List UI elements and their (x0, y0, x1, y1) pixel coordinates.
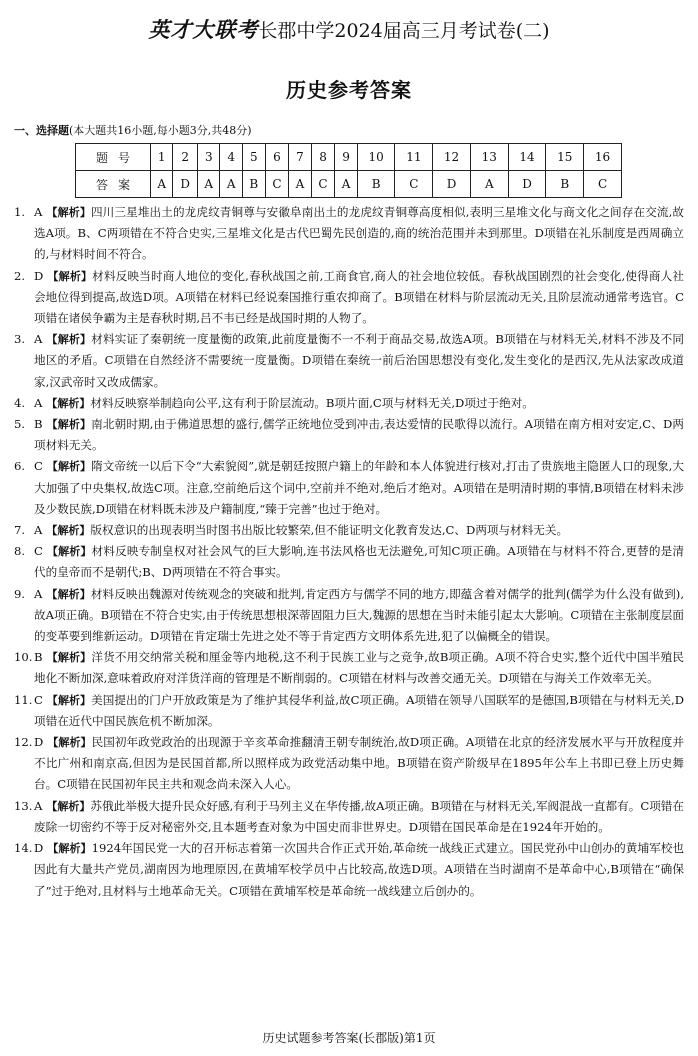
brand-logo-text: 英才大联考 (148, 17, 259, 42)
explanation-item (14, 732, 684, 796)
analysis-tag: 【解析】 (46, 799, 91, 813)
item-answer: C (34, 692, 43, 707)
answer-cell: A (198, 171, 220, 198)
analysis-tag: 【解析】 (47, 736, 92, 750)
question-number-cell: 13 (470, 144, 508, 171)
answer-cell: A (151, 171, 173, 198)
item-explanation-text: 材料反映专制皇权对社会风气的巨大影响,连书法风格也无法避免,可知C项正确。A项错在与材料不符合,更替的是清代的皇帝而不是朝代;B、D两项错在不符合事实。 (34, 544, 684, 580)
section-heading-note: (本大题共16小题,每小题3分,共48分) (69, 124, 252, 137)
exam-title: 长郡中学2024届高三月考试卷(二) (258, 20, 550, 42)
answer-cell: A (289, 171, 311, 198)
question-number-cell: 10 (357, 144, 395, 171)
question-number-cell: 8 (311, 144, 335, 171)
explanation-item (14, 647, 684, 689)
exam-header (0, 14, 698, 44)
question-number-cell: 15 (546, 144, 584, 171)
answer-row (76, 171, 622, 198)
item-explanation-text: 民国初年政党政治的出现源于辛亥革命推翻清王朝专制统治,故D项正确。A项错在北京的经济发展水平与开放程度并不比广州和南京高,但因为是民国首都,所以照样成为政党活动集中地。B项错在资产阶级早在1895年公车上书即已登上历史舞台。C项错在民国初年民主共和观念尚未深入人心。 (34, 735, 685, 792)
item-number: 8. (14, 544, 26, 559)
answer-cell: C (584, 171, 622, 198)
analysis-tag: 【解析】 (46, 587, 91, 601)
answer-key-table (75, 143, 622, 198)
item-number: 7. (14, 523, 26, 538)
answer-cell: D (173, 171, 198, 198)
answer-cell: B (242, 171, 265, 198)
page-footer: 历史试题参考答案(长郡版)第1页 (262, 1031, 436, 1045)
item-answer: B (34, 650, 43, 665)
subject-title: 历史参考答案 (286, 78, 412, 102)
item-answer: D (34, 735, 44, 750)
explanation-item (14, 584, 684, 648)
item-number: 11. (14, 692, 33, 707)
answer-cell: B (546, 171, 584, 198)
item-number: 1. (14, 205, 26, 219)
answer-cell: B (357, 171, 395, 198)
explanation-item (14, 838, 684, 902)
item-explanation-text: 材料反映当时商人地位的变化,春秋战国之前,工商食官,商人的社会地位较低。春秋战国剧烈的社会变化,使得商人社会地位得到提高,故选D项。A项错在材料已经说秦国推行重农抑商了。B项错在材料与阶层流动无关,且阶层流动通常考选官。C项错在诸侯争霸为主是春秋时期,吕不韦已经是战国时期的人物了。 (34, 268, 685, 326)
item-explanation-text: 四川三星堆出土的龙虎纹青铜尊与安徽阜南出土的龙虎纹青铜尊高度相似,表明三星堆文化与商文化之间存在交流,故选A项。B、C两项错在不符合史实,三星堆文化是古代巴蜀先民创造的,商的统治范围并未到那里。D项错在礼乐制度是西周确立的,与材料时间不符合。 (34, 205, 685, 262)
answer-header: 答案 (76, 171, 151, 198)
item-answer: A (34, 332, 43, 347)
item-answer: D (34, 268, 44, 283)
analysis-tag: 【解析】 (46, 396, 91, 410)
question-number-cell: 11 (395, 144, 433, 171)
analysis-tag: 【解析】 (46, 545, 92, 559)
section-heading-label: 一、选择题 (14, 124, 69, 137)
analysis-tag: 【解析】 (47, 269, 93, 283)
item-explanation-text: 隋文帝统一以后下令“大索貌阅”,就是朝廷按照户籍上的年龄和本人体貌进行核对,打击了贵族地主隐匿人口的现象,大大加强了中央集权,故选C项。注意,空前绝后这个词中,空前并不绝对,绝后才绝对。A项错在是明清时期的事情,B项错在材料未涉及少数民族,D项错在材料既未涉及户籍制度,“臻于完善”也过于绝对。 (34, 459, 684, 516)
item-explanation-text: 美国提出的门户开放政策是为了维护其侵华利益,故C项正确。A项错在领导八国联军的是德国,B项错在与材料无关,D项错在近代中国民族危机不断加深。 (34, 692, 684, 728)
explanation-item (14, 541, 684, 583)
question-number-cell: 12 (433, 144, 471, 171)
item-explanation-text: 洋货不用交纳常关税和厘金等内地税,这不利于民族工业与之竞争,故B项正确。A项不符合史实,整个近代中国半殖民地化不断加深,意味着政府对洋货洋商的管理是不断削弱的。C项错在材料与改善交通无关。D项错在与海关工作效率无关。 (34, 650, 685, 686)
item-explanation-text: 1924年国民党一大的召开标志着第一次国共合作正式开始,革命统一战线正式建立。国民党孙中山创办的黄埔军校也因此有大量共产党员,湖南因为地理原因,在黄埔军校学员中占比较高,故选D项。A项错在当时湖南不是革命中心,B项错在“确保了”过于绝对,且材料与土地革命无关。C项错在黄埔军校是革命统一战线建立后创办的。 (34, 841, 684, 898)
section-heading (14, 122, 252, 138)
item-number: 4. (14, 395, 26, 410)
explanation-item (14, 414, 684, 456)
question-number-cell: 16 (584, 144, 622, 171)
answer-cell: A (220, 171, 242, 198)
explanation-item (14, 456, 684, 520)
item-answer: A (34, 798, 43, 813)
question-number-cell: 7 (289, 144, 311, 171)
item-answer: B (34, 417, 43, 432)
analysis-tag: 【解析】 (46, 206, 91, 219)
answer-cell: A (335, 171, 357, 198)
item-number: 9. (14, 586, 26, 601)
question-number-cell: 3 (198, 144, 220, 171)
item-number: 10. (14, 650, 33, 665)
analysis-tag: 【解析】 (46, 651, 92, 665)
item-number: 2. (14, 268, 26, 283)
item-answer: A (34, 586, 43, 601)
analysis-tag: 【解析】 (46, 333, 92, 347)
answer-cell: C (395, 171, 433, 198)
explanation-item (14, 202, 684, 266)
item-number: 6. (14, 459, 26, 474)
item-number: 5. (14, 417, 26, 432)
answer-cell: C (265, 171, 289, 198)
item-number: 14. (14, 841, 33, 856)
explanation-item (14, 266, 684, 330)
question-number-cell: 5 (242, 144, 265, 171)
item-number: 12. (14, 735, 33, 750)
answer-cell: A (470, 171, 508, 198)
question-number-cell: 2 (173, 144, 198, 171)
answer-cell: C (311, 171, 335, 198)
question-number-cell: 9 (335, 144, 357, 171)
item-answer: A (34, 395, 43, 410)
item-answer: C (34, 459, 43, 474)
question-number-row (76, 144, 622, 171)
question-number-cell: 14 (508, 144, 546, 171)
question-number-header: 题号 (76, 144, 151, 171)
explanation-item (14, 520, 684, 541)
answer-cell: D (508, 171, 546, 198)
item-explanation-text: 材料反映察举制趋向公平,这有利于阶层流动。B项片面,C项与材料无关,D项过于绝对。 (90, 395, 534, 410)
item-explanation-text: 版权意识的出现表明当时图书出版比较繁荣,但不能证明文化教育发达,C、D两项与材料无关。 (90, 523, 569, 538)
answer-cell: D (433, 171, 471, 198)
item-answer: C (34, 544, 43, 559)
question-number-cell: 1 (151, 144, 173, 171)
question-number-cell: 4 (220, 144, 242, 171)
item-explanation-text: 苏俄此举极大提升民众好感,有利于马列主义在华传播,故A项正确。B项错在与材料无关,军阀混战一直都有。C项错在废除一切密约不等于反对秘密外交,且本题考查对象为中国史而非世界史。D项错在国民革命是在1924年开始的。 (34, 798, 685, 834)
item-explanation-text: 材料实证了秦朝统一度量衡的政策,此前度量衡不一不利于商品交易,故选A项。B项错在与材料无关,材料不涉及不同地区的矛盾。C项错在自然经济不需要统一度量衡。D项错在秦统一前后治国思想没有变化,发生变化的是西汉,先从法家改成道家,汉武帝时又改成儒家。 (34, 332, 685, 389)
analysis-tag: 【解析】 (46, 418, 92, 432)
item-answer: A (34, 523, 43, 538)
item-answer: D (34, 841, 44, 856)
explanation-item (14, 690, 684, 732)
item-explanation-text: 材料反映出魏源对传统观念的突破和批判,肯定西方与儒学不同的地方,即蕴含着对儒学的批判(儒学为什么没有做到),故A项正确。B项错在不符合史实,由于传统思想根深蒂固阻力巨大,魏源的思想在当时未能引起太大影响。C项错在主张制度层面的变革要到维新运动。D项错在肯定瑞士先进之处不等于肯定西方文明体系先进,犯了以偏概全的错误。 (34, 586, 685, 644)
explanation-item (14, 393, 684, 414)
item-number: 13. (14, 798, 33, 813)
explanation-list (14, 202, 684, 902)
question-number-cell: 6 (265, 144, 289, 171)
item-explanation-text: 南北朝时期,由于佛道思想的盛行,儒学正统地位受到冲击,表达爱情的民歌得以流行。A项错在南方相对安定,C、D两项材料无关。 (34, 417, 684, 453)
explanation-item (14, 329, 684, 393)
analysis-tag: 【解析】 (46, 524, 91, 538)
explanation-item (14, 796, 684, 838)
item-number: 3. (14, 332, 26, 347)
analysis-tag: 【解析】 (46, 693, 92, 707)
item-answer: A (34, 205, 43, 219)
analysis-tag: 【解析】 (46, 460, 92, 474)
analysis-tag: 【解析】 (47, 842, 92, 856)
